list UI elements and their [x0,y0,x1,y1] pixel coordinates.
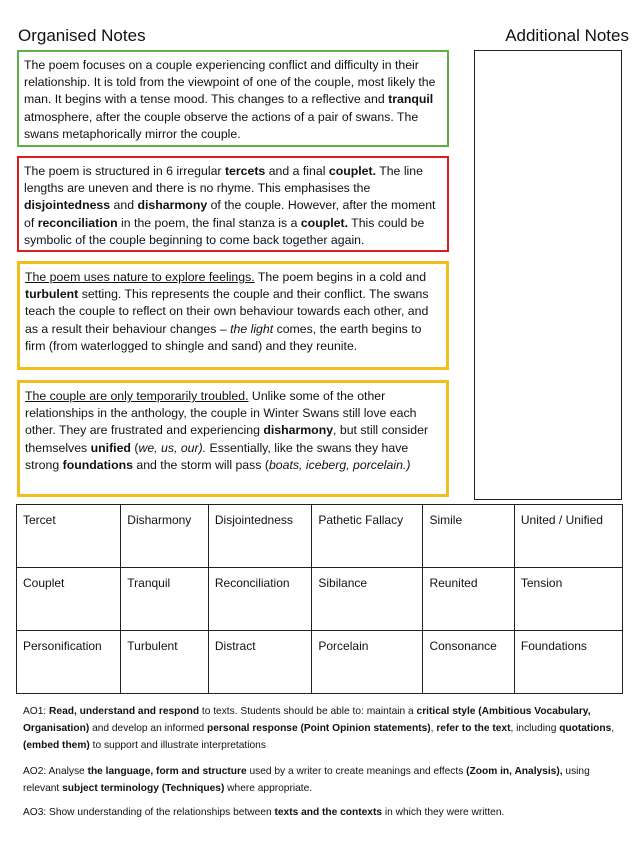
keyword-cell: Foundations [514,631,622,694]
text-run: the language, form and structure [87,766,247,777]
text-run: , [611,723,615,734]
text-run: Unlike some of the other relationships in the anthology, the couple in Winter Swans still love each other. They are frustrated and experiencing [25,389,417,438]
text-run: quotations [559,723,612,734]
keyword-cell: Tercet [17,505,121,568]
keyword-cell: Consonance [423,631,514,694]
text-run: to support and illustrate interpretations [89,740,266,751]
text-run: in which they were written. [382,807,505,818]
text-run: and [110,198,138,213]
text-run: personal response (Point Opinion statements) [207,723,431,734]
table-row [17,505,623,568]
note-box-relationship [17,380,449,497]
keyword-cell: Reconciliation [208,568,312,631]
text-run: The poem is structured in 6 irregular [24,164,225,178]
additional-notes-heading: Additional Notes [505,26,629,45]
table-row [17,568,623,631]
text-run: where appropriate. [224,783,313,794]
text-run: AO1: [23,706,50,717]
text-run: to texts. Students should be able to: maintain a [199,706,417,717]
keyword-cell: United / Unified [514,505,622,568]
keyword-cell: Disharmony [121,505,209,568]
text-run: the light [230,321,274,336]
organised-notes-heading: Organised Notes [18,26,146,45]
note-box-nature [17,261,449,370]
text-run: , [430,723,437,734]
text-run: texts and the contexts [274,807,383,818]
text-run: subject terminology (Techniques) [62,783,225,794]
text-run: tercets [224,164,266,178]
text-run: couplet. [328,164,377,178]
keyword-cell: Porcelain [312,631,423,694]
text-run: This could be symbolic of the couple beginning to come back together again. [24,215,425,247]
text-run: , including [510,723,560,734]
text-run: atmosphere, after the couple observe the actions of a pair of swans. The swans metaphorically mirror the couple. [24,109,419,141]
text-run: The couple are only temporarily troubled. [25,389,249,403]
text-run: Essentially, like the swans they have strong [25,440,409,472]
text-run: and develop an informed [89,723,208,734]
ao3-text [23,804,619,821]
keyword-cell: Personification [17,631,121,694]
keyword-cell: Simile [423,505,514,568]
text-run: using relevant [23,766,590,794]
text-run: comes, the earth begins to firm (from waterlogged to shingle and sand) and they reunite. [25,321,422,353]
keyword-cell: Couplet [17,568,121,631]
text-run: AO2: Analyse [23,766,88,777]
ao2-text [23,763,619,797]
text-run: turbulent [25,287,79,302]
text-run: we, us, our). [138,440,207,455]
text-run: The poem focuses on a couple experiencing conflict and difficulty in their relationship. It is told from the viewpoint of one of the couple, most likely the man. It begins with a tense mood. This changes to a reflective and [24,58,436,107]
text-run: The poem begins in a cold and [254,270,427,284]
ao1-text [23,703,619,754]
text-run: (embed them) [23,740,90,751]
note-box-structure [17,156,449,252]
text-run: in the poem, the final stanza is a [117,215,301,230]
text-run: of the couple. However, after the moment of [24,198,436,230]
keyword-cell: Tranquil [121,568,209,631]
text-run: and a final [265,164,329,178]
text-run: unified [90,440,131,455]
text-run: AO3: Show understanding of the relationships between [23,807,275,818]
text-run: disjointedness [24,198,111,213]
text-run: (Zoom in, Analysis), [466,766,563,777]
text-run: The poem uses nature to explore feelings. [25,270,255,284]
text-run: tranquil [388,92,434,107]
text-run: setting. This represents the couple and their conflict. The swans teach the couple to reflect on their own behaviour towards each other, and as a result their behaviour changes – [25,287,429,336]
keyword-cell: Distract [208,631,312,694]
text-run: disharmony [137,198,208,213]
keyword-cell: Disjointedness [208,505,312,568]
text-run: disharmony [263,423,334,438]
keyword-cell: Reunited [423,568,514,631]
text-run: boats, iceberg, porcelain.) [268,457,411,472]
keyword-cell: Tension [514,568,622,631]
additional-notes-panel[interactable] [474,50,622,500]
text-run: couplet. [300,215,348,230]
text-run: The line lengths are uneven and there is no rhyme. This emphasises the [24,164,423,196]
text-run: reconciliation [37,215,118,230]
text-run: foundations [62,457,133,472]
keyword-cell: Sibilance [312,568,423,631]
keyword-cell: Turbulent [121,631,209,694]
keyword-cell: Pathetic Fallacy [312,505,423,568]
text-run: ( [130,440,139,455]
text-run: critical style (Ambitious Vocabulary, Organisation) [23,706,591,734]
text-run: , but still consider themselves [25,423,429,455]
table-row [17,631,623,694]
text-run: Read, understand and respond [49,706,200,717]
text-run: refer to the text [436,723,511,734]
note-box-summary [17,50,449,147]
text-run: used by a writer to create meanings and effects [246,766,467,777]
keywords-table [16,504,623,694]
text-run: and the storm will pass ( [132,457,269,472]
